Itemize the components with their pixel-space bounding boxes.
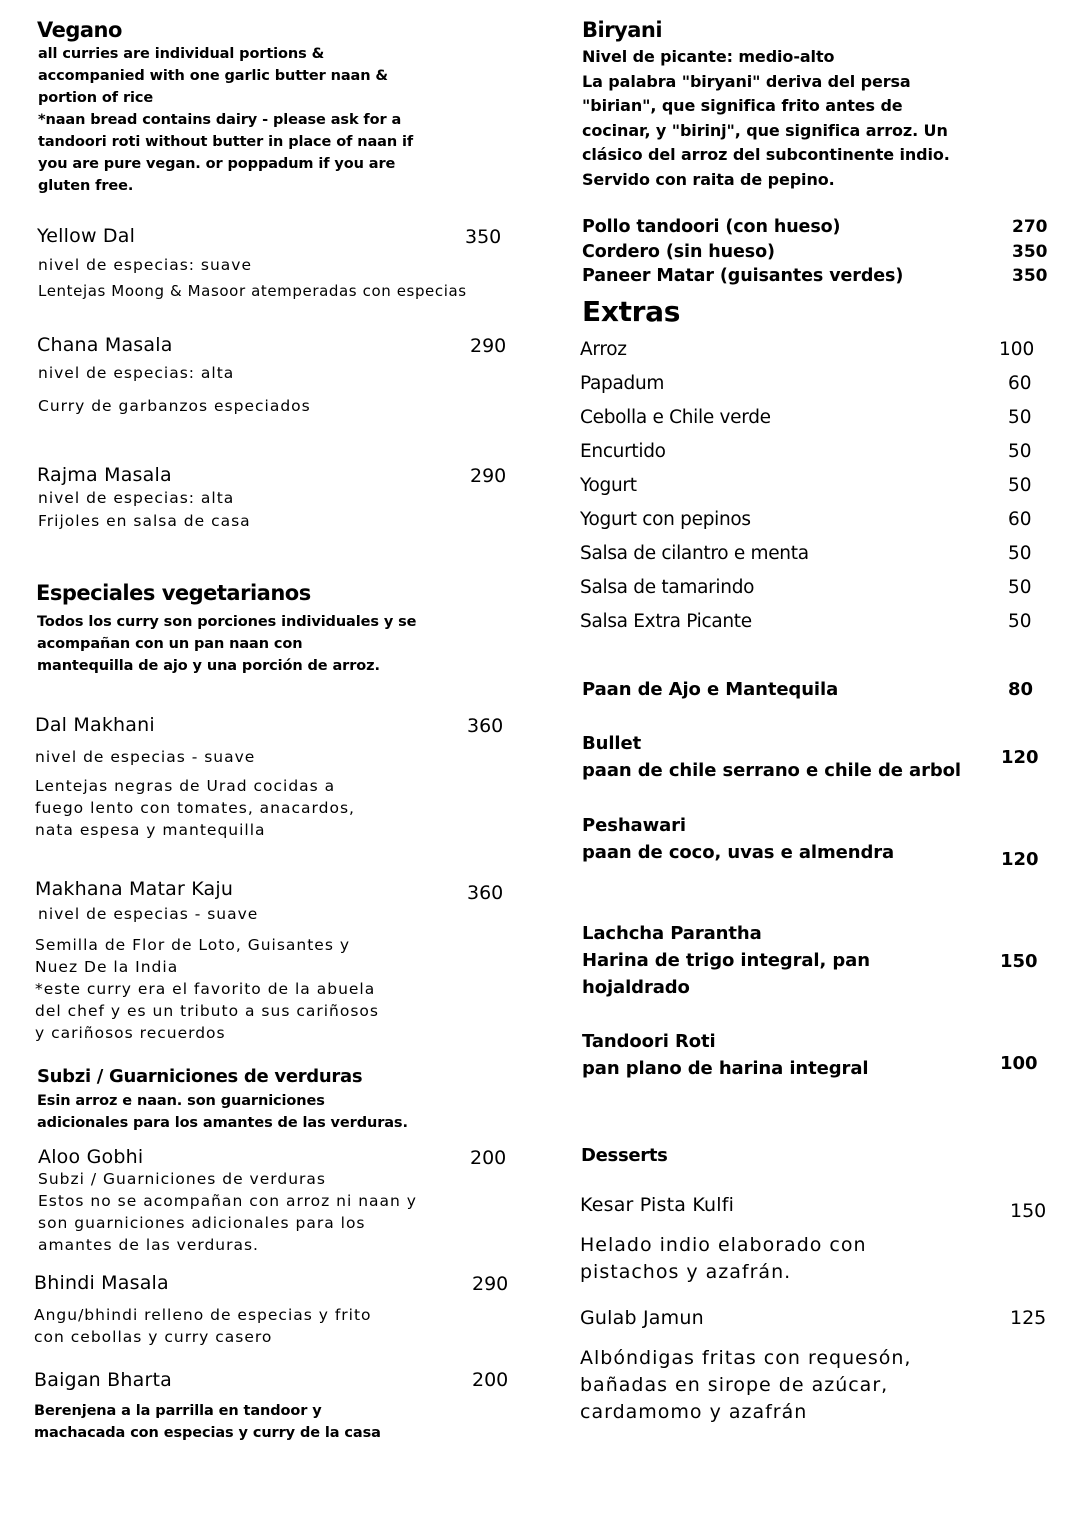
biryani-note: La palabra "biryani" deriva del persa — [582, 71, 911, 91]
menu-item-price: 290 — [470, 465, 507, 487]
bread-item — [582, 676, 838, 703]
extra-item-name: Encurtido — [580, 441, 666, 462]
menu-item-spice: nivel de especias - suave — [38, 905, 259, 923]
desc-line: Estos no se acompañan con arroz ni naan y — [38, 1192, 417, 1210]
biryani-item-name: Cordero (sin hueso) — [582, 242, 775, 262]
bread-price: 150 — [1000, 951, 1038, 972]
extra-item-price: 50 — [1008, 577, 1032, 598]
extra-item-price: 50 — [1008, 475, 1032, 496]
menu-item-name: Bhindi Masala — [34, 1272, 169, 1294]
desc-line: Lentejas negras de Urad cocidas a — [35, 777, 336, 795]
menu-item-price: 200 — [470, 1147, 507, 1169]
especiales-note: mantequilla de ajo y una porción de arroz. — [37, 658, 380, 674]
biryani-note: cocinar, y "birinj", que significa arroz. Un — [582, 120, 948, 140]
biryani-item-name: Paneer Matar (guisantes verdes) — [582, 266, 904, 286]
especiales-title: Especiales vegetarianos — [36, 581, 311, 605]
bread-price: 120 — [1001, 849, 1039, 870]
vegano-title: Vegano — [37, 18, 122, 42]
menu-item-name: Rajma Masala — [37, 464, 172, 486]
bread-item — [582, 812, 894, 866]
vegano-note: you are pure vegan. or poppadum if you are — [38, 156, 396, 172]
menu-item-desc — [34, 1400, 381, 1444]
extra-item-price: 50 — [1008, 611, 1032, 632]
biryani-item-price: 270 — [1012, 217, 1048, 237]
extra-item-name: Arroz — [580, 339, 627, 360]
bread-line: Tandoori Roti — [582, 1031, 716, 1052]
extra-item-name: Salsa de tamarindo — [580, 577, 755, 598]
menu-item-price: 290 — [470, 335, 507, 357]
dessert-item-price: 125 — [1010, 1307, 1047, 1329]
menu-item-desc: Curry de garbanzos especiados — [38, 397, 311, 415]
dessert-item-price: 150 — [1010, 1200, 1047, 1222]
extra-item-name: Yogurt — [580, 475, 637, 496]
subzi-notes — [37, 1090, 408, 1134]
extras-title: Extras — [582, 295, 681, 328]
menu-item-spice: nivel de especias: alta — [38, 489, 235, 507]
bread-line: Bullet — [582, 733, 642, 754]
biryani-note: "birian", que significa frito antes de — [582, 96, 903, 115]
bread-item — [582, 920, 870, 1001]
desc-line: fuego lento con tomates, anacardos, — [35, 799, 355, 817]
subzi-title: Subzi / Guarniciones de verduras — [37, 1066, 363, 1087]
biryani-notes — [582, 45, 950, 192]
desc-line: cardamomo y azafrán — [580, 1401, 808, 1423]
desc-line: son guarniciones adicionales para los — [38, 1214, 366, 1232]
desserts-title: Desserts — [581, 1145, 668, 1166]
biryani-note: Servido con raita de pepino. — [582, 169, 835, 189]
menu-item-name: Chana Masala — [37, 334, 173, 356]
bread-line: Peshawari — [582, 815, 686, 836]
vegano-note: gluten free. — [38, 178, 134, 194]
especiales-notes — [37, 611, 416, 677]
menu-item-desc — [38, 1168, 417, 1256]
bread-price: 80 — [1008, 679, 1034, 700]
menu-item-desc — [34, 1304, 372, 1348]
desc-line: bañadas en sirope de azúcar, — [580, 1374, 889, 1396]
especiales-note: Todos los curry son porciones individuales y se — [37, 614, 417, 630]
biryani-note: clásico del arroz del subcontinente indio. — [582, 145, 950, 164]
desc-line: Helado indio elaborado con — [580, 1234, 867, 1256]
bread-price: 100 — [1000, 1053, 1038, 1074]
dessert-item-name: Gulab Jamun — [580, 1307, 704, 1329]
bread-item — [582, 730, 961, 784]
bread-line: pan plano de harina integral — [582, 1058, 869, 1079]
dessert-item-desc — [580, 1345, 911, 1426]
desc-line: y cariñosos recuerdos — [35, 1024, 226, 1042]
desc-line: amantes de las verduras. — [38, 1236, 259, 1254]
vegano-note: accompanied with one garlic butter naan & — [38, 68, 388, 84]
extra-item-name: Papadum — [580, 373, 665, 394]
menu-item-name: Dal Makhani — [35, 714, 155, 736]
desc-line: machacada con especias y curry de la casa — [34, 1425, 381, 1441]
extra-item-price: 100 — [999, 339, 1035, 360]
vegano-note: tandoori roti without butter in place of naan if — [38, 134, 414, 150]
subzi-note: adicionales para los amantes de las verduras. — [37, 1115, 408, 1131]
desc-line: Semilla de Flor de Loto, Guisantes y — [35, 936, 351, 954]
menu-item-desc: Lentejas Moong & Masoor atemperadas con especias — [38, 282, 467, 300]
desc-line: del chef y es un tributo a sus cariñosos — [35, 1002, 379, 1020]
menu-item-spice: nivel de especias: alta — [38, 364, 235, 382]
desc-line: Subzi / Guarniciones de verduras — [38, 1170, 326, 1188]
biryani-item-price: 350 — [1012, 266, 1048, 286]
dessert-item-desc — [580, 1232, 867, 1286]
menu-item-spice: nivel de especias - suave — [35, 748, 256, 766]
desc-line: Angu/bhindi relleno de especias y frito — [34, 1306, 372, 1324]
desc-line: Albóndigas fritas con requesón, — [580, 1347, 912, 1369]
bread-line: Lachcha Parantha — [582, 923, 762, 944]
menu-item-desc — [35, 775, 355, 841]
extra-item-name: Cebolla e Chile verde — [580, 407, 771, 428]
bread-line: paan de chile serrano e chile de arbol — [582, 760, 961, 781]
biryani-title: Biryani — [582, 18, 663, 42]
menu-item-spice: nivel de especias: suave — [38, 256, 253, 274]
menu-item-price: 200 — [472, 1369, 509, 1391]
bread-line: hojaldrado — [582, 977, 690, 998]
extra-item-name: Salsa Extra Picante — [580, 611, 752, 632]
desc-line: con cebollas y curry casero — [34, 1328, 273, 1346]
desc-line: pistachos y azafrán. — [580, 1261, 792, 1283]
extra-item-price: 60 — [1008, 373, 1032, 394]
vegano-note: *naan bread contains dairy - please ask for a — [38, 112, 402, 128]
menu-item-name: Aloo Gobhi — [38, 1146, 144, 1168]
bread-line: paan de coco, uvas e almendra — [582, 842, 895, 863]
menu-item-price: 360 — [467, 715, 504, 737]
extra-item-price: 50 — [1008, 543, 1032, 564]
vegano-notes — [38, 43, 413, 197]
vegano-note: all curries are individual portions & — [38, 46, 325, 62]
menu-item-name: Baigan Bharta — [34, 1369, 172, 1391]
menu-item-price: 350 — [465, 226, 502, 248]
especiales-note: acompañan con un pan naan con — [37, 636, 303, 652]
desc-line: nata espesa y mantequilla — [35, 821, 266, 839]
desc-line: Nuez De la India — [35, 958, 179, 976]
vegano-note: portion of rice — [38, 90, 154, 106]
bread-item — [582, 1028, 868, 1082]
bread-line: Harina de trigo integral, pan — [582, 950, 870, 971]
biryani-item-name: Pollo tandoori (con hueso) — [582, 217, 841, 237]
bread-price: 120 — [1001, 747, 1039, 768]
menu-item-price: 360 — [467, 882, 504, 904]
subzi-note: Esin arroz e naan. son guarniciones — [37, 1093, 325, 1109]
desc-line: *este curry era el favorito de la abuela — [35, 980, 376, 998]
extra-item-price: 50 — [1008, 407, 1032, 428]
menu-item-name: Yellow Dal — [37, 225, 136, 247]
extra-item-name: Yogurt con pepinos — [580, 509, 751, 530]
dessert-item-name: Kesar Pista Kulfi — [580, 1194, 735, 1216]
biryani-item-price: 350 — [1012, 242, 1048, 262]
extra-item-price: 60 — [1008, 509, 1032, 530]
bread-line: Paan de Ajo e Mantequila — [582, 679, 839, 700]
menu-item-desc: Frijoles en salsa de casa — [38, 512, 251, 530]
biryani-note: Nivel de picante: medio-alto — [582, 47, 835, 66]
menu-item-name: Makhana Matar Kaju — [35, 878, 234, 900]
extra-item-name: Salsa de cilantro e menta — [580, 543, 809, 564]
menu-item-price: 290 — [472, 1273, 509, 1295]
extra-item-price: 50 — [1008, 441, 1032, 462]
desc-line: Berenjena a la parrilla en tandoor y — [34, 1403, 322, 1419]
menu-item-desc — [35, 934, 379, 1044]
